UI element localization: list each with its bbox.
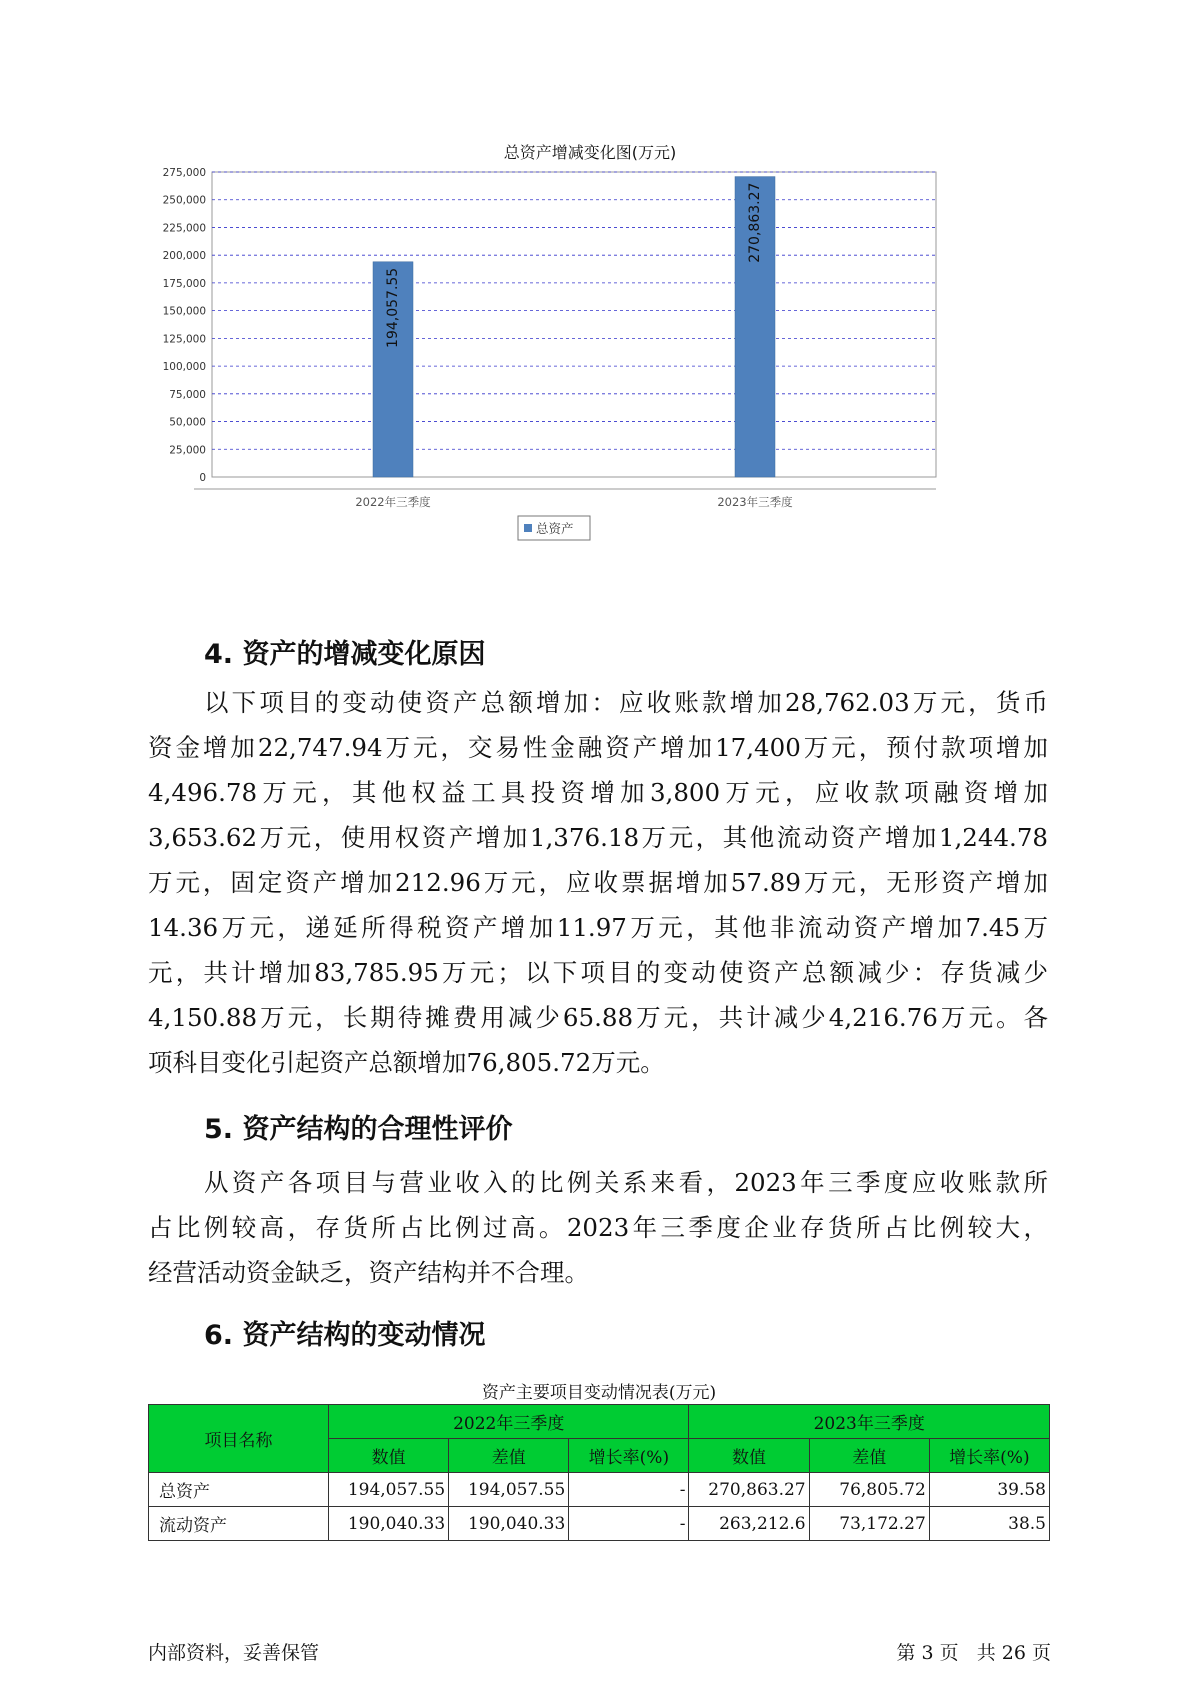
table-row [149,1473,1050,1507]
row-name: 总资产 [149,1473,329,1507]
y-tick-label: 125,000 [162,333,206,346]
row-name: 流动资产 [149,1507,329,1541]
paragraph-line: 以下项目的变动使资产总额增加：应收账款增加28,762.03万元，货币 [204,688,1048,717]
header-period-2023: 2023年三季度 [689,1405,1050,1439]
cell-diff: 76,805.72 [809,1473,929,1507]
total-assets-chart [150,140,1030,600]
paragraph-line: 元，共计增加83,785.95万元；以下项目的变动使资产总额减少：存货减少 [148,958,1048,987]
table-title: 资产主要项目变动情况表(万元) [481,1383,717,1403]
bar-data-label: 270,863.27 [747,182,763,263]
cell-value: 190,040.33 [329,1507,449,1541]
y-tick-label: 175,000 [162,277,206,290]
section4-paragraph [148,680,1048,1085]
section5-heading: 5. 资产结构的合理性评价 [204,1114,513,1145]
cell-diff: 194,057.55 [449,1473,569,1507]
paragraph-line: 从资产各项目与营业收入的比例关系来看，2023年三季度应收账款所 [204,1168,1048,1197]
y-tick-label: 100,000 [162,361,206,374]
cell-diff: 190,040.33 [449,1507,569,1541]
y-tick-label: 0 [199,472,206,484]
header-rate: 增长率(%) [569,1439,689,1473]
y-tick-label: 225,000 [162,222,206,235]
y-tick-label: 150,000 [162,305,206,318]
footer-page-number: 第 3 页 共 26 页 [896,1642,1051,1664]
paragraph-line: 3,653.62万元，使用权资产增加1,376.18万元，其他流动资产增加1,244.78 [148,823,1048,852]
section5-paragraph [148,1160,1048,1295]
bar-data-label: 194,057.55 [385,267,401,348]
chart-title: 总资产增减变化图(万元) [503,143,677,162]
cell-value: 194,057.55 [329,1473,449,1507]
header-item-name: 项目名称 [149,1405,329,1473]
x-tick-label: 2023年三季度 [717,495,793,509]
table-row [149,1507,1050,1541]
y-tick-label: 250,000 [162,194,206,207]
y-tick-label: 200,000 [162,250,206,263]
y-tick-label: 50,000 [169,416,206,429]
header-value: 数值 [329,1439,449,1473]
header-value: 数值 [689,1439,809,1473]
cell-rate: - [569,1473,689,1507]
paragraph-line: 14.36万元，递延所得税资产增加11.97万元，其他非流动资产增加7.45万 [148,913,1048,942]
paragraph-line: 万元，固定资产增加212.96万元，应收票据增加57.89万元，无形资产增加 [148,868,1048,897]
cell-rate: 39.58 [929,1473,1049,1507]
footer-confidential-note: 内部资料，妥善保管 [148,1642,320,1664]
header-diff: 差值 [809,1439,929,1473]
asset-change-table [148,1404,1050,1541]
section6-heading: 6. 资产结构的变动情况 [204,1320,486,1351]
cell-value: 270,863.27 [689,1473,809,1507]
section4-heading: 4. 资产的增减变化原因 [204,639,486,670]
cell-value: 263,212.6 [689,1507,809,1541]
y-tick-label: 75,000 [169,388,206,401]
paragraph-line: 占比例较高，存货所占比例过高。2023年三季度企业存货所占比例较大， [148,1213,1048,1242]
x-tick-label: 2022年三季度 [355,495,431,509]
legend-label: 总资产 [536,521,574,536]
cell-rate: - [569,1507,689,1541]
header-rate: 增长率(%) [929,1439,1049,1473]
header-period-2022: 2022年三季度 [329,1405,689,1439]
cell-diff: 73,172.27 [809,1507,929,1541]
paragraph-line: 4,150.88万元，长期待摊费用减少65.88万元，共计减少4,216.76万元。各 [148,1003,1048,1032]
paragraph-line: 资金增加22,747.94万元，交易性金融资产增加17,400万元，预付款项增加 [148,733,1048,762]
legend-swatch [524,524,532,532]
paragraph-line: 经营活动资金缺乏，资产结构并不合理。 [148,1258,589,1287]
paragraph-line: 项科目变化引起资产总额增加76,805.72万元。 [148,1048,665,1077]
y-tick-label: 275,000 [162,167,206,179]
cell-rate: 38.5 [929,1507,1049,1541]
paragraph-line: 4,496.78万元，其他权益工具投资增加3,800万元，应收款项融资增加 [148,778,1048,807]
y-tick-label: 25,000 [169,444,206,457]
bar-chart-svg [150,140,1030,600]
plot-area-frame [212,172,936,477]
header-diff: 差值 [449,1439,569,1473]
